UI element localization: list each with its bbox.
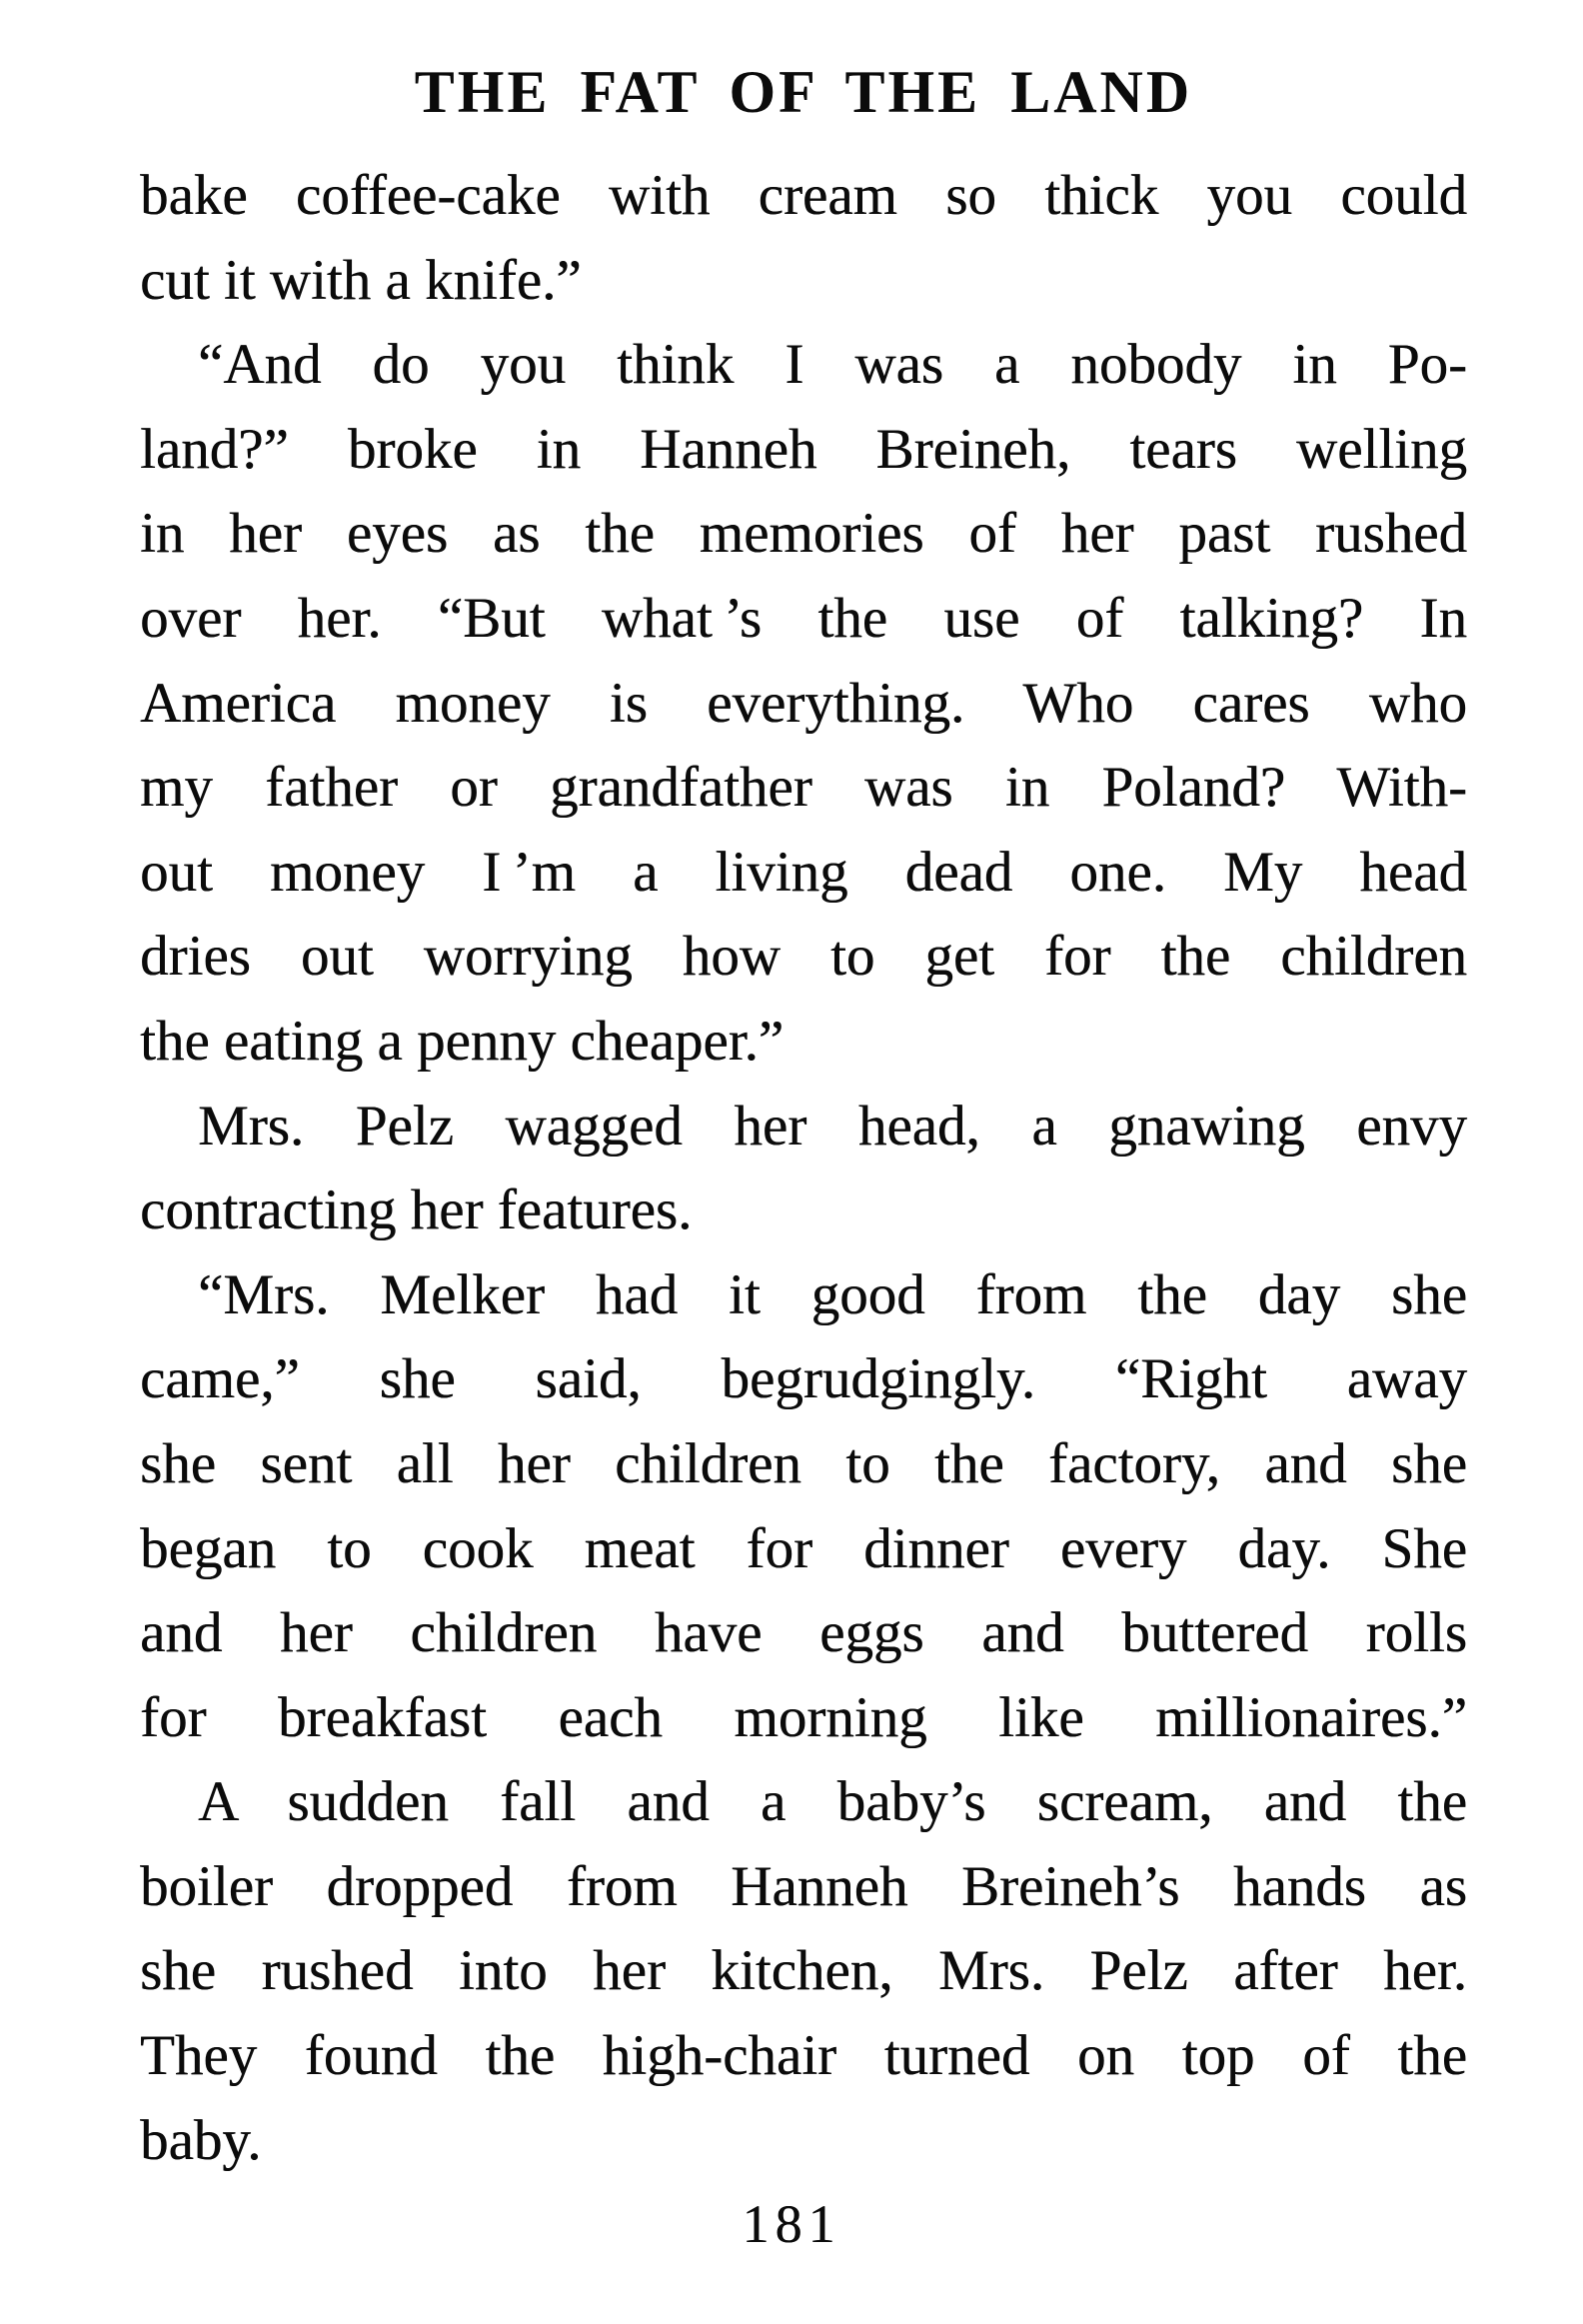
text-line: land?” broke in Hanneh Breineh, tears welling [140, 417, 1467, 481]
text-line: Mrs. Pelz wagged her head, a gnawing envy [198, 1094, 1467, 1158]
text-line: America money is everything. Who cares who [140, 671, 1467, 735]
running-header: THE FAT OF THE LAND [414, 59, 1193, 125]
text-line: over her. “But what ’s the use of talking? In [140, 586, 1467, 650]
text-line: she rushed into her kitchen, Mrs. Pelz after her. [140, 1939, 1467, 2003]
text-line: dries out worrying how to get for the children [140, 925, 1467, 989]
text-line: and her children have eggs and buttered rolls [140, 1601, 1467, 1665]
text-line: baby. [140, 2108, 262, 2172]
text-line: “Mrs. Melker had it good from the day she [198, 1262, 1467, 1326]
text-line: “And do you think I was a nobody in Po- [198, 333, 1467, 397]
text-line: came,” she said, begrudgingly. “Right away [140, 1347, 1467, 1411]
text-line: the eating a penny cheaper.” [140, 1009, 785, 1073]
text-line: cut it with a knife.” [140, 248, 582, 312]
text-line: boiler dropped from Hanneh Breineh’s hands as [140, 1854, 1467, 1918]
text-line: bake coffee-cake with cream so thick you could [140, 164, 1467, 227]
text-line: in her eyes as the memories of her past rushed [140, 502, 1467, 566]
text-line: began to cook meat for dinner every day. She [140, 1516, 1467, 1580]
text-line: she sent all her children to the factory, and she [140, 1431, 1467, 1495]
text-line: They found the high-chair turned on top of the [140, 2024, 1467, 2088]
text-line: A sudden fall and a baby’s scream, and the [198, 1770, 1467, 1834]
text-line: contracting her features. [140, 1178, 693, 1242]
body-text [140, 154, 1467, 2183]
text-line: my father or grandfather was in Poland? With- [140, 756, 1467, 820]
text-line: for breakfast each morning like millionaires.” [140, 1685, 1467, 1749]
text-line: out money I ’m a living dead one. My head [140, 840, 1467, 904]
page-number: 181 [742, 2194, 841, 2254]
